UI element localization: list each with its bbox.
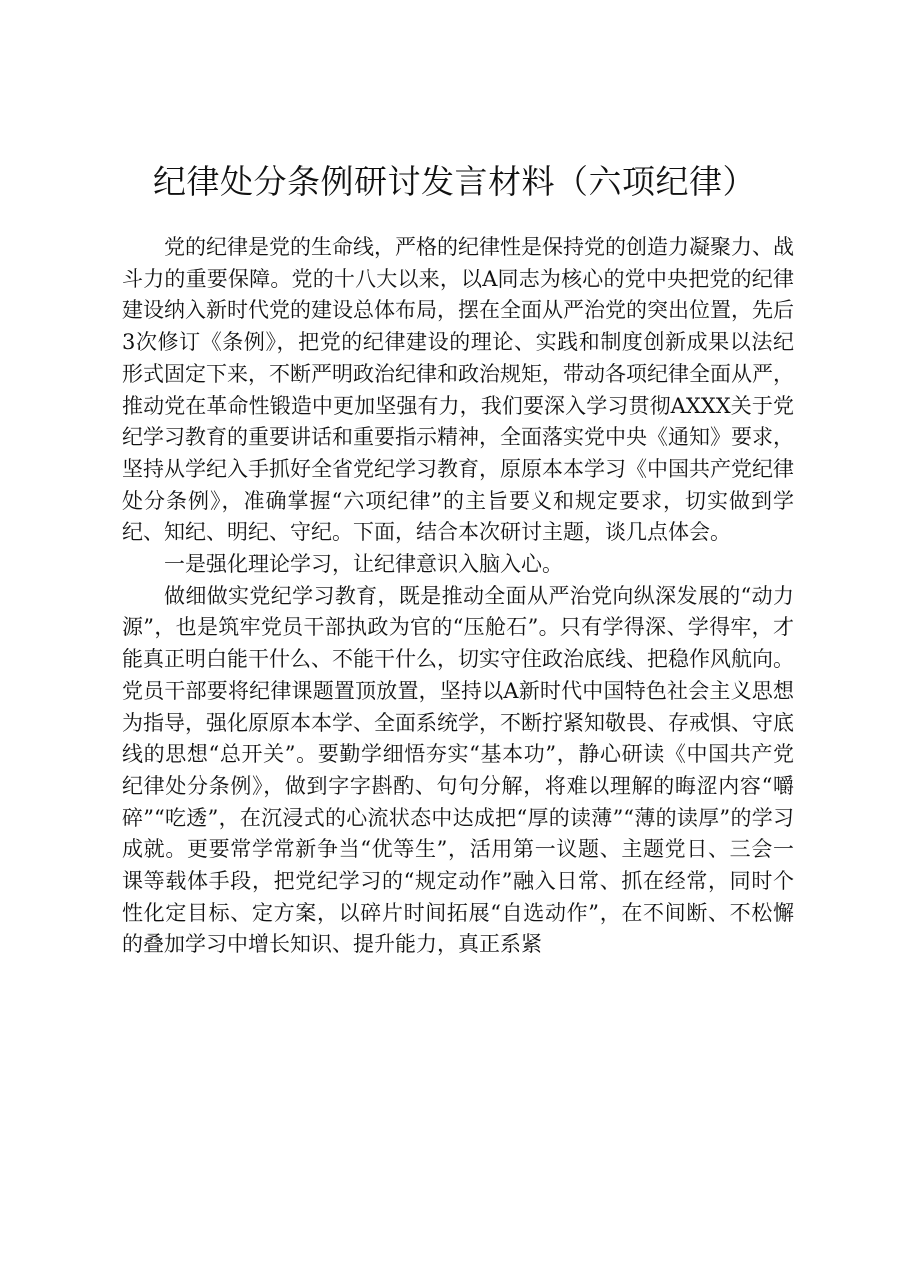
paragraph-section-body: 做细做实党纪学习教育，既是推动全面从严治党向纵深发展的“动力源”，也是筑牢党员干部执政为官的“压舱石”。只有学得深、学得牢，才能真正明白能干什么、不能干什么，切实守住政治底线、把稳作风航向。党员干部要将纪律课题置顶放置，坚持以A新时代中国特色社会主义思想为指导，强化原原本本学、全面系统学，不断拧紧知敬畏、存戒惧、守底线的思想“总开关”。要勤学细悟夯实“基本功”，静心研读《中国共产党纪律处分条例》，做到字字斟酌、句句分解，将难以理解的晦涩内容“嚼碎”“吃透”，在沉浸式的心流状态中达成把“厚的读薄”“薄的读厚”的学习成就。更要常学常新争当“优等生”，活用第一议题、主题党日、三会一课等载体手段，把党纪学习的“规定动作”融入日常、抓在经常，同时个性化定目标、定方案，以碎片时间拓展“自选动作”，在不间断、不松懈的叠加学习中增长知识、提升能力，真正系紧	[122, 583, 794, 957]
document-body	[122, 232, 794, 961]
document-title: 纪律处分条例研讨发言材料（六项纪律）	[153, 162, 756, 201]
paragraph-intro: 党的纪律是党的生命线，严格的纪律性是保持党的创造力凝聚力、战斗力的重要保障。党的十八大以来，以A同志为核心的党中央把党的纪律建设纳入新时代党的建设总体布局，摆在全面从严治党的突出位置，先后3次修订《条例》，把党的纪律建设的理论、实践和制度创新成果以法纪形式固定下来，不断严明政治纪律和政治规矩，带动各项纪律全面从严，推动党在革命性锻造中更加坚强有力，我们要深入学习贯彻AXXX关于党纪学习教育的重要讲话和重要指示精神，全面落实党中央《通知》要求，坚持从学纪入手抓好全省党纪学习教育，原原本本学习《中国共产党纪律处分条例》，准确掌握“六项纪律”的主旨要义和规定要求，切实做到学纪、知纪、明纪、守纪。下面，结合本次研讨主题，谈几点体会。	[122, 235, 794, 545]
paragraph-section-heading: 一是强化理论学习，让纪律意识入脑入心。	[164, 552, 563, 577]
